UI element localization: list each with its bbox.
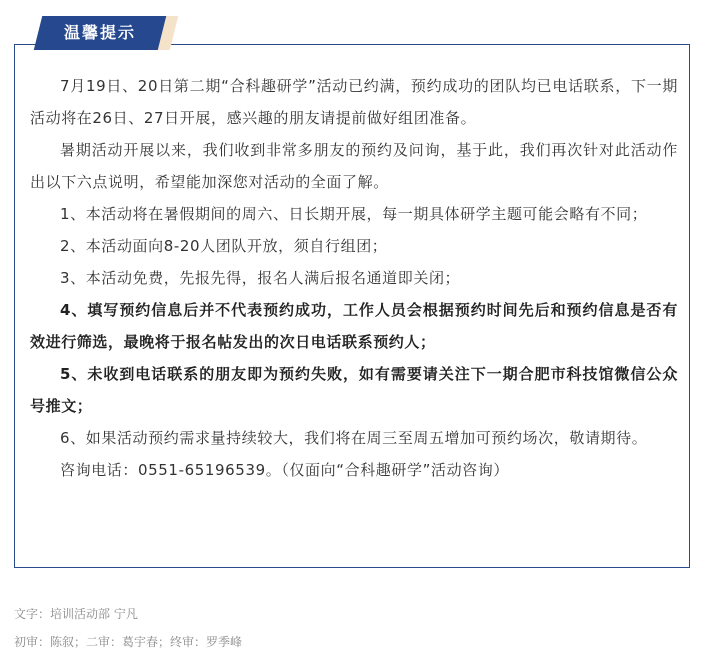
notice-content bbox=[30, 70, 678, 486]
paragraph-point-6: 6、如果活动预约需求量持续较大，我们将在周三至周五增加可预约场次，敬请期待。 bbox=[60, 429, 648, 447]
credits bbox=[14, 600, 242, 656]
notice-title-tab bbox=[38, 16, 170, 50]
credits-author: 文字：培训活动部 宁凡 bbox=[14, 607, 138, 621]
notice-title: 温馨提示 bbox=[63, 23, 136, 42]
paragraph-contact: 咨询电话：0551-65196539。（仅面向“合科趣研学”活动咨询） bbox=[60, 461, 509, 479]
paragraph-point-1: 1、本活动将在暑假期间的周六、日长期开展，每一期具体研学主题可能会略有不同； bbox=[60, 205, 648, 223]
paragraph-point-5: 5、未收到电话联系的朋友即为预约失败，如有需要请关注下一期合肥市科技馆微信公众号推文； bbox=[30, 365, 678, 415]
paragraph-point-3: 3、本活动免费，先报先得，报名人满后报名通道即关闭； bbox=[60, 269, 461, 287]
paragraph-schedule: 7月19日、20日第二期“合科趣研学”活动已约满，预约成功的团队均已电话联系，下一期活动将在26日、27日开展，感兴趣的朋友请提前做好组团准备。 bbox=[30, 77, 678, 127]
credits-reviewers: 初审：陈叙；二审：葛宇春；终审：罗季峰 bbox=[14, 635, 243, 649]
paragraph-point-4: 4、填写预约信息后并不代表预约成功，工作人员会根据预约时间先后和预约信息是否有效进行筛选，最晚将于报名帖发出的次日电话联系预约人； bbox=[30, 301, 678, 351]
paragraph-intro: 暑期活动开展以来，我们收到非常多朋友的预约及问询，基于此，我们再次针对此活动作出以下六点说明，希望能加深您对活动的全面了解。 bbox=[30, 141, 678, 191]
paragraph-point-2: 2、本活动面向8-20人团队开放，须自行组团； bbox=[60, 237, 388, 255]
